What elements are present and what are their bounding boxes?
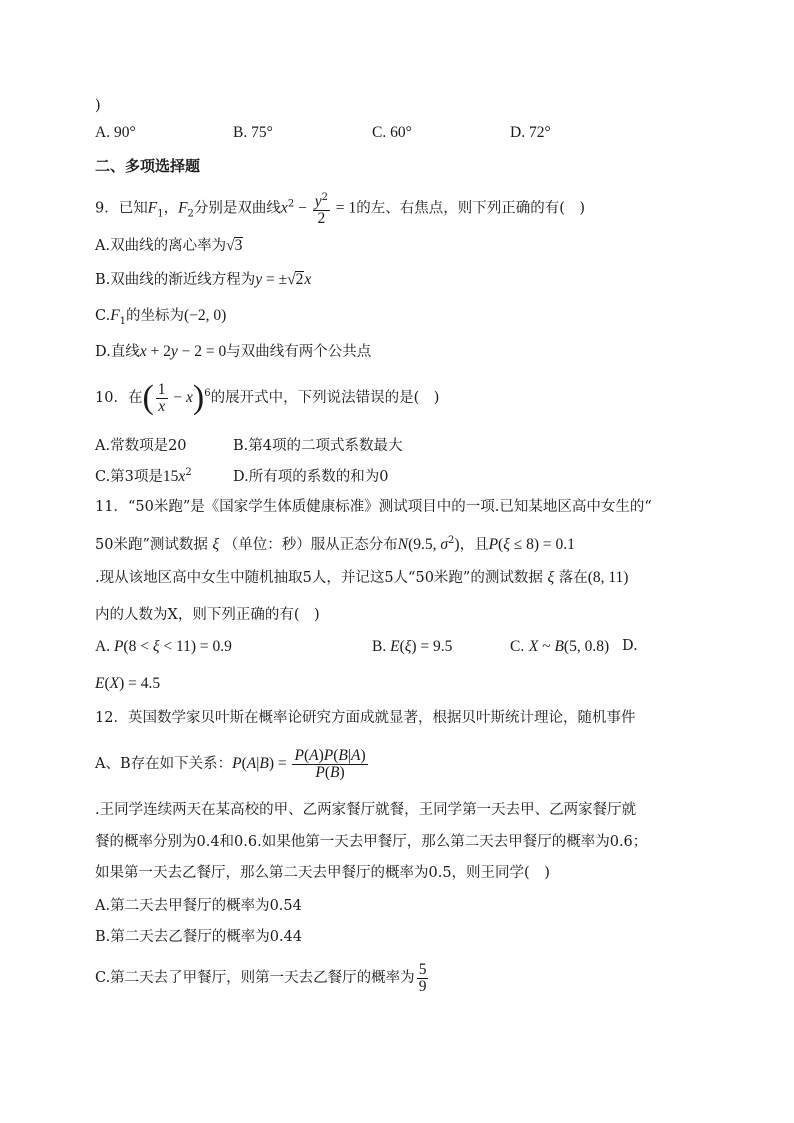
question-10-option-a: A.常数项是20 xyxy=(95,438,187,454)
question-11-option-b: B. E(ξ) = 9.5 xyxy=(372,638,453,655)
question-12-formula-line: A、B存在如下关系：P(A|B) = $\frac{P(A)P(B|A)}{P(B)}$ xyxy=(95,746,366,781)
question-11-option-c: C. X ~ B(5, 0.8) xyxy=(510,638,610,655)
question-12-line-3: .王同学连续两天在某高校的甲、乙两家餐厅就餐，王同学第一天去甲、乙两家餐厅就 xyxy=(95,802,637,818)
question-12-line-1: 12．英国数学家贝叶斯在概率论研究方面成就显著，根据贝叶斯统计理论，随机事件 xyxy=(95,710,636,726)
question-12-line-4: 餐的概率分别为0.4和0.6.如果他第一天去甲餐厅，那么第二天去甲餐厅的概率为0.6； xyxy=(95,834,648,850)
q8-option-c: C. 60° xyxy=(372,124,412,141)
question-10-option-d: D.所有项的系数的和为0 xyxy=(233,469,389,485)
question-9-option-d: D.直线x + 2y − 2 = 0与双曲线有两个公共点 xyxy=(95,343,372,360)
question-9-option-c: $C.F_1$的坐标为(−2, 0) xyxy=(95,307,227,327)
q8-option-b: B. 75° xyxy=(233,124,273,141)
question-11-line-3: .现从该地区高中女生中随机抽取5人，并记这5人“50米跑”的测试数据 ξ 落在(8, 11) xyxy=(95,569,629,586)
question-9-option-b: B.双曲线的渐近线方程为y = ±√2x xyxy=(95,271,312,288)
question-9-stem: 9．已知$F_1$，$F_2$分别是双曲线$x^2$ − $\frac{y^2}{2}$ = 1的左、右焦点，则下列正确的有( ) xyxy=(95,192,586,227)
q8-option-d: D. 72° xyxy=(510,124,551,141)
question-10-stem: 10．在( $\frac{1}{x}$ − x)$^6$的展开式中，下列说法错误的是( ) xyxy=(95,379,440,416)
question-11-option-d-lead: D. xyxy=(622,638,638,654)
question-11-line-4: 内的人数为X，则下列正确的有( ) xyxy=(95,607,320,623)
question-11-line-2: 50米跑”测试数据 ξ （单位：秒）服从正态分布N(9.5, $\sigma^2$)，且P(ξ ≤ 8) = 0.1 xyxy=(95,535,575,553)
question-10-option-b: B.第4项的二项式系数最大 xyxy=(233,438,403,454)
question-11-option-d: E(X) = 4.5 xyxy=(95,675,161,692)
continuation-paren: ) xyxy=(95,98,101,114)
question-10-option-c: C.第3项是$15x^2$ xyxy=(95,467,192,485)
q8-option-a: A. 90° xyxy=(95,124,136,141)
question-11-line-1: 11．“50米跑”是《国家学生体质健康标准》测试项目中的一项.已知某地区高中女生的“ xyxy=(95,499,652,515)
question-11-option-a: A. P(8 < ξ < 11) = 0.9 xyxy=(95,638,232,655)
question-9-option-a: A.双曲线的离心率为√3 xyxy=(95,237,243,254)
question-12-line-5: 如果第一天去乙餐厅，那么第二天去甲餐厅的概率为0.5，则王同学( ) xyxy=(95,865,550,881)
question-12-option-b: B.第二天去乙餐厅的概率为0.44 xyxy=(95,929,303,945)
question-12-option-c: C.第二天去了甲餐厅，则第一天去乙餐厅的概率为 $\frac{5}{9}$ xyxy=(95,960,427,995)
question-12-option-a: A.第二天去甲餐厅的概率为0.54 xyxy=(95,898,302,914)
section-title: 二、多项选择题 xyxy=(95,157,201,175)
